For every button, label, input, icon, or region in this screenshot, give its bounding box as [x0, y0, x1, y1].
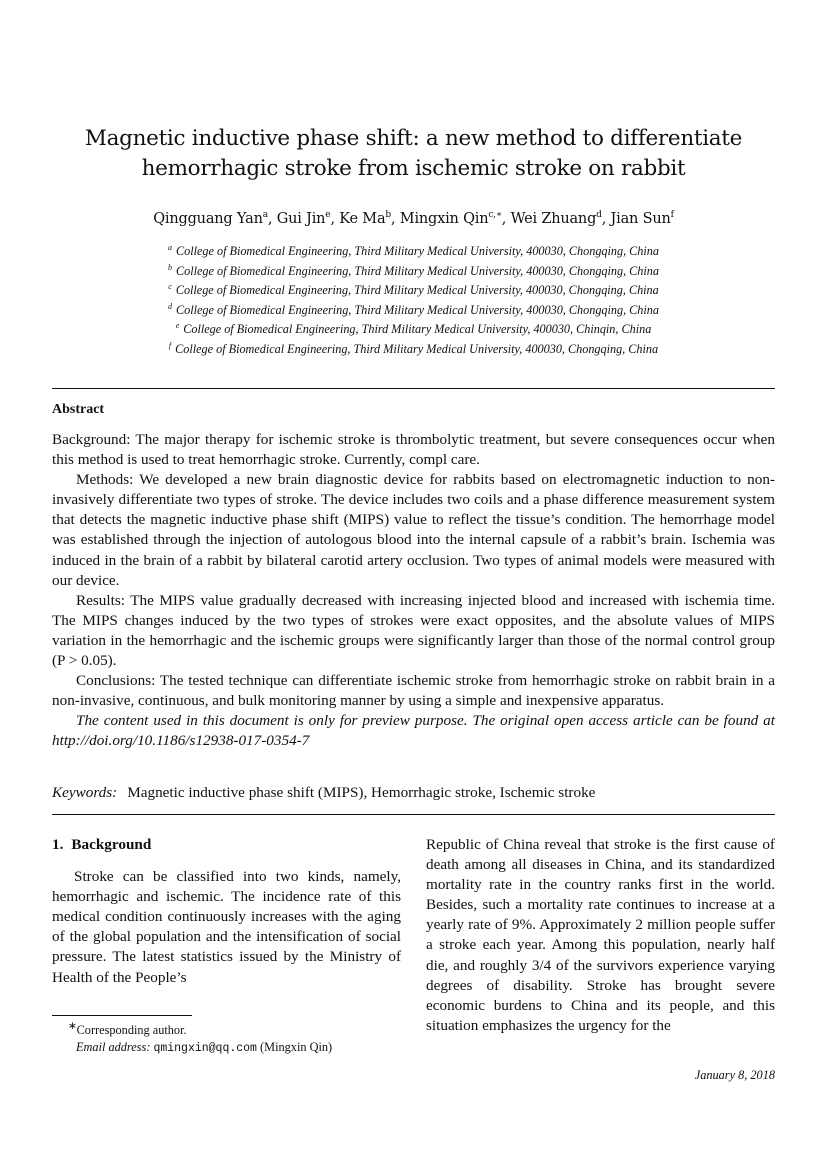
abstract-results: Results: The MIPS value gradually decreased with increasing injected blood and increased with ischemia time. The MIPS changes induced by the two types of strokes were exact opposites, and the absolute values of MIPS variation in the hemorrhagic and the ischemic groups were significantly larger than those of the normal control group (P > 0.05). [52, 591, 775, 670]
author: Ke Ma$^b$, [339, 210, 400, 227]
body-paragraph: Stroke can be classified into two kinds, namely, hemorrhagic and ischemic. The incidence rate of this medical condition continuously increases with the aging of the global population and the intensification of social pressure. The latest statistics issued by the Ministry of Health of the People’s [52, 868, 401, 986]
footnotes [52, 1018, 401, 1057]
abstract-body [52, 430, 775, 752]
preprint-date: January 8, 2018 [694, 1068, 775, 1082]
title-line-2: hemorrhagic stroke from ischemic stroke on rabbit [141, 156, 686, 181]
affiliation: $^e$ College of Biomedical Engineering, Third Military Medical University, 400030, Chinqin, China [175, 321, 652, 337]
section-heading [52, 835, 401, 855]
title-line-1: Magnetic inductive phase shift: a new method to differentiate [84, 126, 743, 151]
keywords [52, 783, 775, 803]
abstract-background: Background: The major therapy for ischemic stroke is thrombolytic treatment, but severe consequences occur when this method is used to treat hemorrhagic stroke. Currently, compl care. [52, 431, 775, 469]
preview-notice: The content used in this document is only for preview purpose. The original open access article can be found at http://doi.org/10.1186/s12938-017-0354-7 [52, 712, 775, 750]
abstract-top-rule [52, 388, 775, 389]
section-title: Background [71, 836, 152, 853]
author: Wei Zhuang$^d$, [510, 210, 611, 227]
column-right [426, 835, 775, 1036]
section-number: 1. [52, 836, 64, 853]
footnote-rule [52, 1015, 192, 1016]
author: Mingxin Qin$^{c,∗}$, [399, 210, 511, 227]
affiliation: $^c$ College of Biomedical Engineering, Third Military Medical University, 400030, Chongqing, China [168, 282, 659, 298]
footnote-corresponding: ∗Corresponding author. [68, 1021, 187, 1038]
author-list [60, 205, 767, 229]
body-paragraph: Republic of China reveal that stroke is the first cause of death among all diseases in China, and its standardized mortality rate in the country ranks first in the world. Besides, such a mortality rate continues to increase at a yearly rate of 9%. Approximately 2 million people suffer a stroke each year. Among this population, nearly half die, and roughly 3/4 of the survivors experience varying degrees of disability. Stroke has brought severe economic burdens to China and its people, and this situation emphasizes the urgency for the [426, 836, 775, 1034]
abstract-methods: Methods: We developed a new brain diagnostic device for rabbits based on electromagnetic induction to non-invasively differentiate two types of stroke. The device includes two coils and a phase difference measurement system that detects the magnetic inductive phase shift (MIPS) value to reflect the tissue’s condition. The hemorrhage model was established through the injection of autologous blood into the internal capsule of a rabbit’s brain. Ischemia was induced in the brain of a rabbit by bilateral carotid artery occlusion. Two types of animal models were measured with our device. [52, 471, 775, 589]
affiliation: $^d$ College of Biomedical Engineering, Third Military Medical University, 400030, Chongqing, China [168, 301, 659, 317]
abstract-conclusions: Conclusions: The tested technique can differentiate ischemic stroke from hemorrhagic stroke on rabbit brain in a non-invasive, continuous, and bulk monitoring manner by using a simple and inexpensive apparatus. [52, 672, 775, 710]
keywords-text: Magnetic inductive phase shift (MIPS), Hemorrhagic stroke, Ischemic stroke [127, 784, 596, 801]
author: Jian Sun$^f$ [610, 210, 674, 227]
paper-title [60, 124, 767, 184]
affiliation: $^b$ College of Biomedical Engineering, Third Military Medical University, 400030, Chongqing, China [168, 262, 659, 278]
affiliation-list [60, 240, 767, 357]
affiliation: $^f$ College of Biomedical Engineering, Third Military Medical University, 400030, Chongqing, China [168, 340, 659, 356]
email-address: qmingxin@qq.com [153, 1042, 257, 1056]
keywords-label: Keywords: [52, 784, 118, 801]
footnote-email: Email address: qmingxin@qq.com (Mingxin Qin) [76, 1040, 333, 1056]
abstract-bottom-rule [52, 814, 775, 815]
author: Qingguang Yan$^a$, [153, 210, 277, 227]
column-left [52, 835, 401, 988]
author: Gui Jin$^e$, [276, 210, 340, 227]
abstract-heading: Abstract [52, 402, 105, 417]
affiliation: $^a$ College of Biomedical Engineering, Third Military Medical University, 400030, Chongqing, China [168, 243, 659, 259]
